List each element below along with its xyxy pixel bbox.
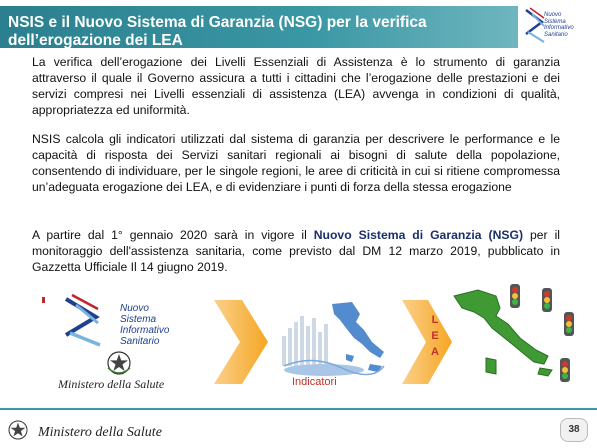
title-bar — [0, 6, 518, 48]
italian-emblem-icon — [6, 418, 30, 442]
indicatori-label: Indicatori — [292, 376, 337, 388]
slide-title: NSIS e il Nuovo Sistema di Garanzia (NSG) per la verifica dell’erogazione dei LEA — [8, 14, 427, 49]
nsis-logo-large-text: Nuovo Sistema Informativo Sanitario — [120, 303, 170, 347]
nsg-highlight: Nuovo Sistema di Garanzia (NSG) — [313, 228, 524, 242]
traffic-light-icon — [510, 284, 520, 308]
nsis-logo-large-mark-icon — [62, 289, 122, 347]
page-number: 38 — [560, 418, 588, 442]
paragraph-nsis-indicators: NSIS calcola gli indicatori utilizzati dal sistema di garanzia per descrivere le performance e le capacità di risposta dei Servizi sanitari regionali ai bisogni di salute della popolazione, consentendo di individuare, per le singole regioni, le aree di criticità in cui si ritiene compromessa un’adeguata erogazione dei LEA, e di evidenziare i punti di forza della stessa erogazione — [32, 132, 560, 194]
footer-ministero-label: Ministero della Salute — [38, 425, 162, 440]
paragraph-nsg: A partire dal 1° gennaio 2020 sarà in vigore il Nuovo Sistema di Garanzia (NSG) per il monitoraggio dell'assistenza sanitaria, come previsto dal DM 12 marzo 2019, pubblicato in Gazzetta Ufficiale Il 14 giugno 2019. — [32, 228, 560, 274]
arrow-right-icon — [212, 296, 270, 388]
lea-label: L E A — [431, 314, 439, 358]
traffic-light-icon — [542, 288, 552, 312]
red-mark — [42, 297, 45, 303]
traffic-light-icon — [560, 358, 570, 382]
italy-map-traffic-lights-image — [444, 282, 594, 392]
indicators-chart-map-image — [272, 296, 392, 380]
traffic-light-icon — [564, 312, 574, 336]
footer-divider — [0, 408, 597, 410]
slide-header — [0, 0, 597, 50]
ministero-label: Ministero della Salute — [58, 377, 165, 391]
nsis-logo-large — [62, 289, 192, 349]
paragraph-lea-verification: La verifica dell’erogazione dei Livelli Essenziali di Assistenza è lo strumento di garanzia attraverso il quale il Governo assicura a tutti i cittadini che l’erogazione delle prestazioni e dei servizi compresi nei Livelli essenziali di assistenza (LEA) avvenga in condizioni di qualità, appropriatezza ed uniformità. — [32, 55, 560, 117]
nsis-logo — [522, 4, 594, 48]
italian-emblem-icon — [104, 348, 134, 378]
nsis-logo-text: Nuovo Sistema Informativo Sanitario — [544, 12, 574, 38]
